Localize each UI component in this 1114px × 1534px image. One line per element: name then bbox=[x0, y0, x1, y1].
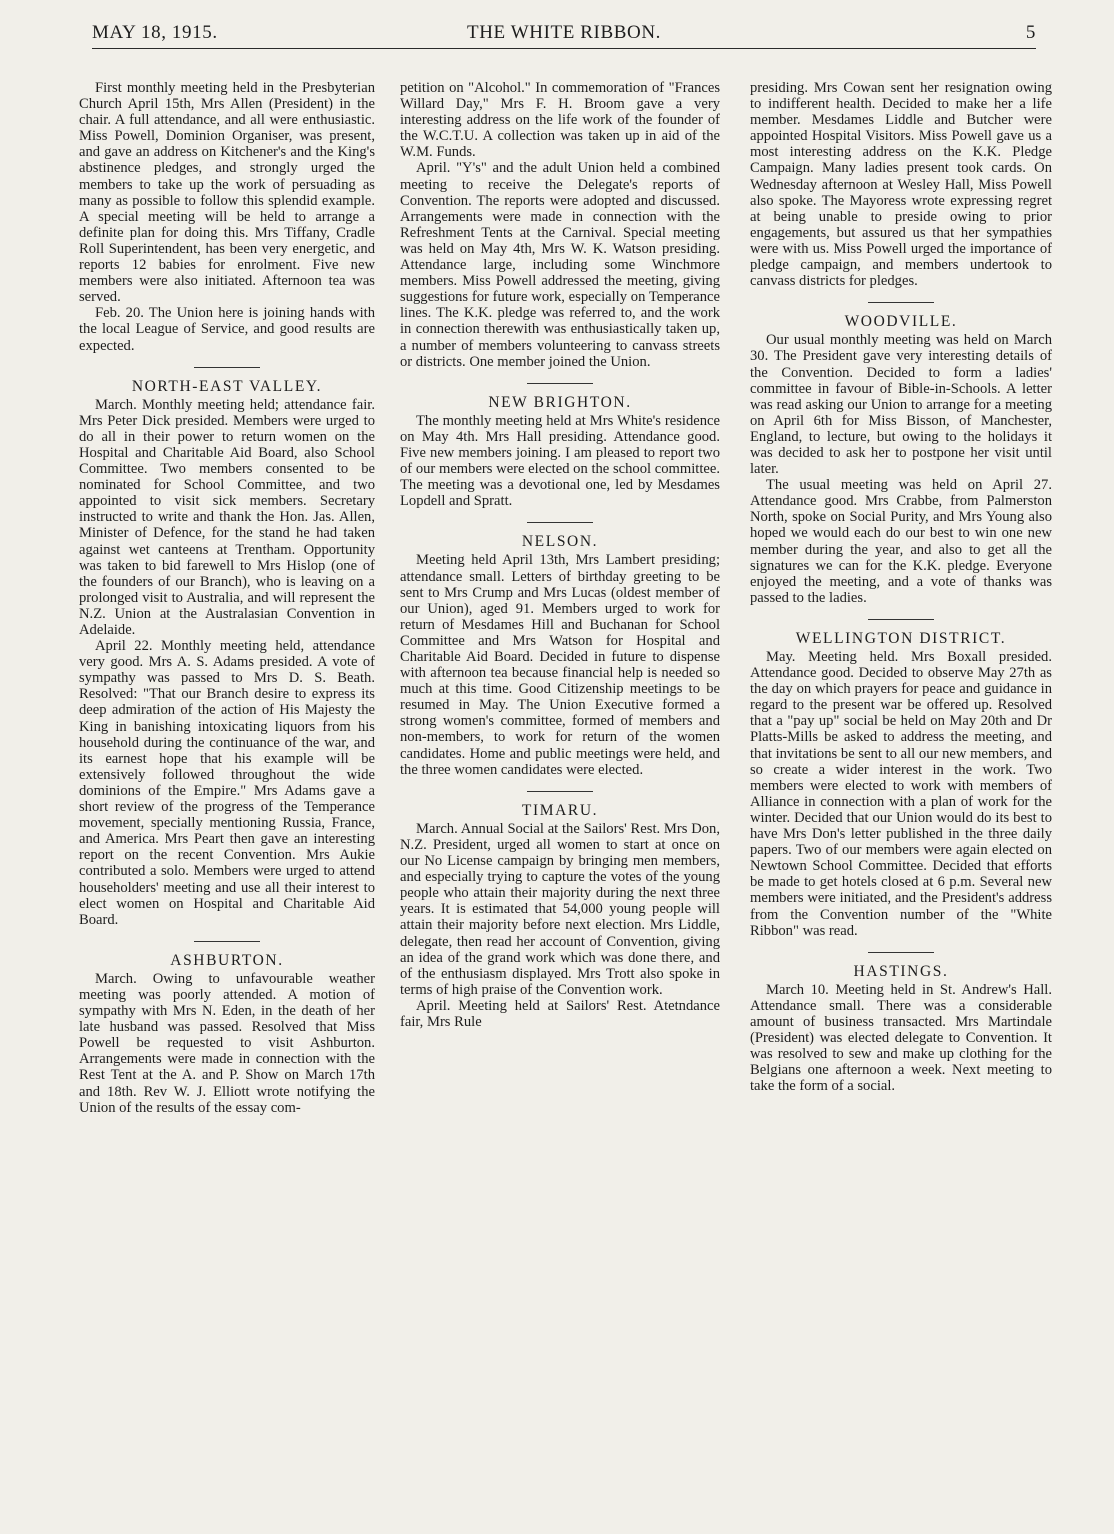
section-divider bbox=[527, 522, 593, 523]
article-paragraph: Our usual monthly meeting was held on March 30. The President gave very interesting details of the Convention. Decided to form a ladies' committee in favour of Bible-in-Schools. A letter was read asking our Union to arrange for a meeting on April 6th for Miss Bisson, of Manchester, England, to lecture, but owing to the holidays it was decided to ask her to postpone her visit until later. bbox=[750, 332, 1052, 478]
section-heading: TIMARU. bbox=[521, 801, 599, 819]
article-paragraph: presiding. Mrs Cowan sent her resignation owing to indifferent health. Decided to make her a life member. Mesdames Liddle and Butcher were appointed Hospital Visitors. Miss Powell gave us a most interesting address on the K.K. Pledge Campaign. Many ladies present took cards. On Wednesday afternoon at Wesley Hall, Miss Powell also spoke. The Mayoress wrote expressing regret at being unable to preside owing to prior engagements, but assured us that her sympathies were with us. Miss Powell urged the importance of pledge campaign, and members undertook to canvass districts for pledges. bbox=[750, 80, 1052, 290]
column-1 bbox=[79, 80, 375, 1116]
section-heading: NORTH-EAST VALLEY. bbox=[131, 377, 323, 395]
section-divider bbox=[527, 383, 593, 384]
article-paragraph: March 10. Meeting held in St. Andrew's Hall. Attendance small. There was a considerable amount of business transacted. Mrs Martindale (President) was elected delegate to Convention. It was resolved to sew and make up clothing for the Belgians one afternoon a week. Next meeting to take the form of a social. bbox=[750, 981, 1052, 1095]
article-paragraph: March. Monthly meeting held; attendance fair. Mrs Peter Dick presided. Members were urged to do all in their power to return women on the Hospital and Charitable Aid Board, also School Committee. Two members consented to be nominated for School Committee, and two appointed to visit sick members. Secretary instructed to write and thank the Hon. Jas. Allen, Minister of Defence, for the stand he had taken against wet canteens at Trentham. Opportunity was taken to bid farewell to Mrs Hislop (one of the founders of our Branch), who is leaving on a prolonged visit to Australia, and will represent the N.Z. Union at the Australasian Convention in Adelaide. bbox=[79, 396, 375, 638]
column-2 bbox=[400, 80, 720, 1030]
masthead-title: THE WHITE RIBBON. bbox=[466, 22, 662, 43]
section-divider bbox=[194, 367, 260, 368]
article-paragraph: First monthly meeting held in the Presbyterian Church April 15th, Mrs Allen (President) in the chair. A full attendance, and all were enthusiastic. Miss Powell, Dominion Organiser, was present, and gave an address on Kitchener's and the King's abstinence pledges, and strongly urged the members to take up the work of persuading as many as possible to follow this splendid example. A special meeting will be held to arrange a definite plan for doing this. Mrs Tiffany, Cradle Roll Superintendent, has been very energetic, and reports 12 babies for enrolment. Five new members were also initiated. Afternoon tea was served. bbox=[79, 80, 375, 306]
article-paragraph: May. Meeting held. Mrs Boxall presided. Attendance good. Decided to observe May 27th as the day on which prayers for peace and guidance in regard to the present war be offered up. Resolved that a "pay up" social be held on May 20th and Dr Platts-Mills be asked to address the meeting, and that invitations be sent to all our new members, and so create a wider interest in the work. Two members were elected to work with members of Alliance in connection with a plan of work for the winter. Decided that our Union would do its best to have Mrs Don's letter published in the three daily papers. Two of our members were again elected on Newtown School Committee. Decided that efforts be made to get hotels closed at 6 p.m. Several new members were initiated, and the President's address from the Convention number of the "White Ribbon" was read. bbox=[750, 649, 1052, 939]
section-heading: ASHBURTON. bbox=[170, 951, 284, 969]
section-heading: WELLINGTON DISTRICT. bbox=[795, 629, 1007, 647]
article-paragraph: Meeting held April 13th, Mrs Lambert presiding; attendance small. Letters of birthday greeting to be sent to Mrs Crump and Mrs Lucas (oldest member of our Union), aged 91. Members urged to work for return of Mesdames Hill and Buchanan for School Committee and Mrs Watson for Hospital and Charitable Aid Board. Decided in future to dispense with afternoon tea because financial help is needed so much at this time. Good Citizenship meetings to be resumed in May. The Union Executive formed a strong women's committee, formed of members and non-members, to work for return of the women candidates. Home and public meetings were held, and the three women candidates were elected. bbox=[400, 552, 720, 778]
issue-date: MAY 18, 1915. bbox=[92, 22, 218, 43]
section-heading: WOODVILLE. bbox=[844, 313, 958, 331]
section-heading: NELSON. bbox=[521, 533, 599, 551]
article-paragraph: Feb. 20. The Union here is joining hands with the local League of Service, and good results are expected. bbox=[79, 305, 375, 354]
section-divider bbox=[194, 941, 260, 942]
page-number: 5 bbox=[1025, 22, 1036, 43]
article-paragraph: April. Meeting held at Sailors' Rest. Atetndance fair, Mrs Rule bbox=[400, 997, 720, 1030]
column-3 bbox=[750, 80, 1052, 1094]
article-paragraph: The usual meeting was held on April 27. Attendance good. Mrs Crabbe, from Palmerston North, spoke on Social Purity, and Mrs Young also hoped we would each do our best to win one new member during the year, and also to get all the signatures we can for the K.K. pledge. Everyone enjoyed the meeting, and a vote of thanks was passed to the ladies. bbox=[750, 477, 1052, 606]
article-paragraph: March. Owing to unfavourable weather meeting was poorly attended. A motion of sympathy with Mrs N. Eden, in the death of her late husband was passed. Resolved that Miss Powell be requested to visit Ashburton. Arrangements were made in connection with the Rest Tent at the A. and P. Show on March 17th and 18th. Rev W. J. Elliott wrote notifying the Union of the results of the essay com- bbox=[79, 970, 375, 1116]
article-paragraph: petition on "Alcohol." In commemoration of "Frances Willard Day," Mrs F. H. Broom gave a very interesting address on the life work of the founder of the W.C.T.U. A collection was taken up in aid of the W.M. Funds. bbox=[400, 80, 720, 161]
section-divider bbox=[527, 791, 593, 792]
article-paragraph: April 22. Monthly meeting held, attendance very good. Mrs A. S. Adams presided. A vote of sympathy was passed to Mrs D. S. Beath. Resolved: "That our Branch desire to express its deep admiration of the action of His Majesty the King in banishing intoxicating liquors from his household during the continuance of the war, and its earnest hope that his example will be extensively followed throughout the wide dominions of the Empire." Mrs Adams gave a short review of the progress of the Temperance movement, specially mentioning Russia, France, and America. Mrs Peart then gave an interesting report on the recent Convention. Mrs Aukie contributed a solo. Members were urged to attend householders' meeting and use all their interest to elect women on Hospital and Charitable Aid Board. bbox=[79, 638, 375, 928]
section-divider bbox=[868, 952, 934, 953]
section-divider bbox=[868, 302, 934, 303]
section-heading: HASTINGS. bbox=[853, 962, 949, 980]
article-paragraph: March. Annual Social at the Sailors' Rest. Mrs Don, N.Z. President, urged all women to start at once on our No License campaign by bringing men members, and especially trying to capture the votes of the young people who attain their majority during the next three years. It is estimated that 54,000 young people will attain their majority before next election. Mrs Liddle, delegate, then read her account of Convention, giving an idea of the grand work which was done there, and of the enthusiasm displayed. Mrs Trott also spoke in terms of high praise of the Convention work. bbox=[400, 820, 720, 998]
page-header bbox=[92, 18, 1036, 49]
section-divider bbox=[868, 619, 934, 620]
section-heading: NEW BRIGHTON. bbox=[488, 393, 632, 411]
article-paragraph: The monthly meeting held at Mrs White's residence on May 4th. Mrs Hall presiding. Attendance good. Five new members joining. I am pleased to report two of our members were elected on the school committee. The meeting was a devotional one, led by Mesdames Lopdell and Spratt. bbox=[400, 412, 720, 510]
article-paragraph: April. "Y's" and the adult Union held a combined meeting to receive the Delegate's reports of Convention. The reports were adopted and discussed. Arrangements were made in connection with the Refreshment Tents at the Carnival. Special meeting was held on May 4th, Mrs W. K. Watson presiding. Attendance large, including some Winchmore members. Miss Powell addressed the meeting, giving suggestions for future work, especially on Temperance lines. The K.K. pledge was referred to, and the work in connection therewith was enthusiastically taken up, a number of members volunteering to canvass streets or districts. One member joined the Union. bbox=[400, 160, 720, 370]
